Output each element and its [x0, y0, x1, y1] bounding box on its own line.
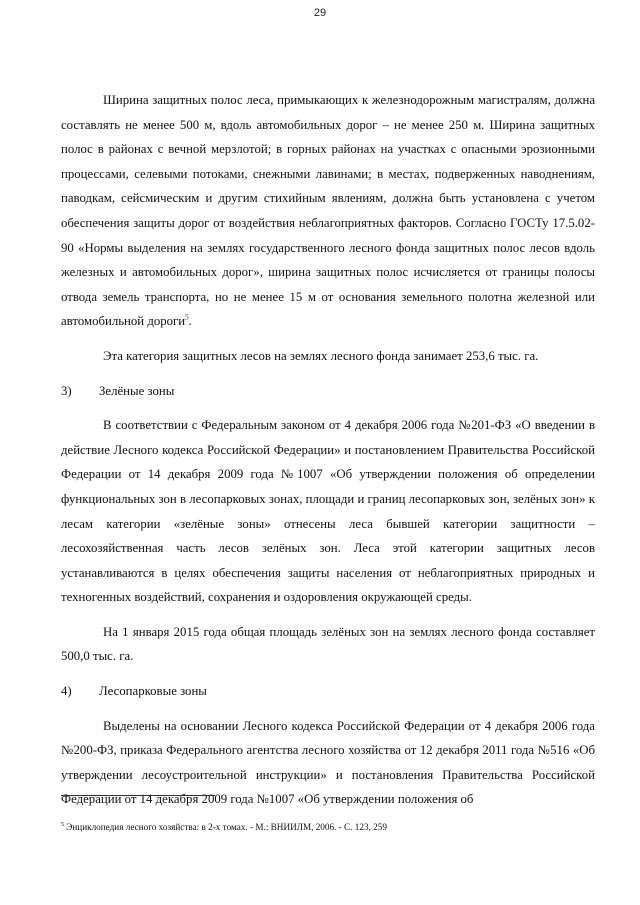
page-number: 29	[313, 7, 327, 19]
section-heading-green-zones	[61, 379, 595, 404]
paragraph-category-area: Эта категория защитных лесов на землях лесного фонда занимает 253,6 тыс. га.	[103, 348, 539, 363]
section-title: Зелёные зоны	[99, 383, 175, 398]
footnote-divider	[61, 795, 215, 796]
paragraph-protective-strips: Ширина защитных полос леса, примыкающих к железнодорожным магистралям, должна составлять не менее 500 м, вдоль автомобильных дорог – не менее 250 м. Ширина защитных полос в районах с вечной мерзлотой; в горных районах на участках с опасными эрозионными процессами, селевыми потоками, снежными лавинами; в местах, подверженных наводнениям, паводкам, сейсмическим и другим стихийным явлениям, должна быть установлена с учетом обеспечения защиты дорог от воздействия неблагоприятных факторов. Согласно ГОСТу 17.5.02-90 «Нормы выделения на землях государственного лесного фонда защитных полос лесов вдоль железных и автомобильных дорог», ширина защитных полос исчисляется от границы полосы отвода земель транспорта, но не менее 15 м от основания земельного полотна железной или автомобильной дороги$^5$.	[61, 93, 595, 329]
footnote-ref: 5	[185, 314, 189, 323]
footnote-text: Энциклопедия лесного хозяйства: в 2-х томах. - М.: ВНИИЛМ, 2006. - С. 123, 259	[64, 822, 387, 832]
footnote	[61, 821, 595, 833]
paragraph-forest-park-law: Выделены на основании Лесного кодекса Российской Федерации от 4 декабря 2006 года №200-ФЗ, приказа Федерального агентства лесного хозяйства от 12 декабря 2011 года №516 «Об утверждении лесоустроительной инструкции» и постановления Правительства Российской Федерации от 14 декабря 2009 года №1007 «Об утверждении положения об	[61, 718, 595, 807]
section-number: 3)	[61, 383, 72, 398]
document-body	[61, 88, 595, 812]
paragraph-text: Ширина защитных полос леса, примыкающих к железнодорожным магистралям, должна составлять не менее 500 м, вдоль автомобильных дорог – не менее 250 м. Ширина защитных полос в районах с вечной мерзлотой; в горных районах на участках с опасными эрозионными процессами, селевыми потоками, снежными лавинами; в местах, подверженных наводнениям, паводкам, сейсмическим и другим стихийным явлениям, должна быть установлена с учетом обеспечения защиты дорог от воздействия неблагоприятных факторов. Согласно ГОСТу 17.5.02-90 «Нормы выделения на землях государственного лесного фонда защитных полос лесов вдоль железных и автомобильных дорог», ширина защитных полос исчисляется от границы полосы отвода земель транспорта, но не менее 15 м от основания земельного полотна железной или автомобильной дороги	[61, 93, 595, 329]
footnote-number: 5	[61, 821, 64, 828]
section-number: 4)	[61, 684, 72, 699]
section-title: Лесопарковые зоны	[99, 684, 207, 699]
paragraph-green-zones-law: В соответствии с Федеральным законом от 4 декабря 2006 года №201-ФЗ «О введении в действие Лесного кодекса Российской Федерации» и постановлением Правительства Российской Федерации от 14 декабря 2009 года №1007 «Об утверждении положения об определении функциональных зон в лесопарковых зонах, площади и границ лесопарковых зон, зелёных зон» к лесам категории «зелёные зоны» отнесены леса бывшей категории защитности – лесохозяйственная часть лесов зелёных зон. Леса этой категории защитных лесов устанавливаются в целях обеспечения защиты населения от неблагоприятных природных и техногенных воздействий, сохранения и оздоровления окружающей среды.	[61, 418, 595, 605]
section-heading-forest-park-zones	[61, 679, 595, 704]
paragraph-green-zones-area: На 1 января 2015 года общая площадь зелёных зон на землях лесного фонда составляет 500,0 тыс. га.	[61, 624, 595, 664]
